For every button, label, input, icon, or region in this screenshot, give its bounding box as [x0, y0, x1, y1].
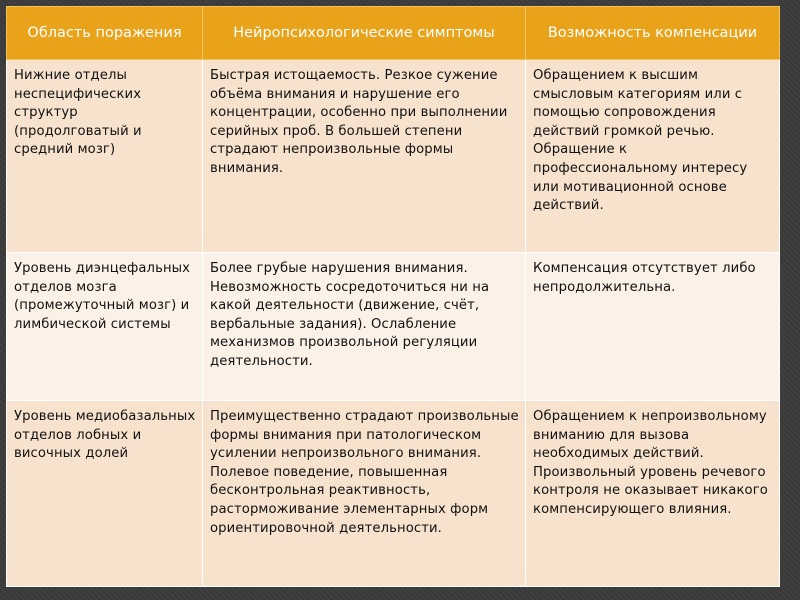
- cell-symptoms: Преимущественно страдают произвольные формы внимания при патологическом усилении непроизвольного внимания. Полевое поведение, повышенная бесконтрольная реактивность, расторможивание элементарных форм ориентировочной деятельности.: [203, 401, 526, 587]
- header-row: [7, 7, 780, 60]
- table-row: [7, 253, 780, 401]
- comparison-table: [6, 6, 780, 587]
- cell-compensation: Обращением к непроизвольному вниманию для вызова необходимых действий. Произвольный уровень речевого контроля не оказывает никакого компенсирующего влияния.: [526, 401, 780, 587]
- cell-area: Уровень диэнцефальных отделов мозга (промежуточный мозг) и лимбической системы: [7, 253, 203, 401]
- header-cell-symptoms: Нейропсихологические симптомы: [203, 7, 526, 60]
- cell-compensation: Компенсация отсутствует либо непродолжительна.: [526, 253, 780, 401]
- cell-area: Нижние отделы неспецифических структур (продолговатый и средний мозг): [7, 60, 203, 253]
- header-cell-compensation: Возможность компенсации: [526, 7, 780, 60]
- table-row: [7, 60, 780, 253]
- cell-symptoms: Быстрая истощаемость. Резкое сужение объёма внимания и нарушение его концентрации, особенно при выполнении серийных проб. В большей степени страдают непроизвольные формы внимания.: [203, 60, 526, 253]
- table-row: [7, 401, 780, 587]
- header-cell-area: Область поражения: [7, 7, 203, 60]
- cell-area: Уровень медиобазальных отделов лобных и височных долей: [7, 401, 203, 587]
- cell-symptoms: Более грубые нарушения внимания. Невозможность сосредоточиться ни на какой деятельности (движение, счёт, вербальные задания). Ослабление механизмов произвольной регуляции деятельности.: [203, 253, 526, 401]
- cell-compensation: Обращением к высшим смысловым категориям или с помощью сопровождения действий громкой речью. Обращение к профессиональному интересу или мотивационной основе действий.: [526, 60, 780, 253]
